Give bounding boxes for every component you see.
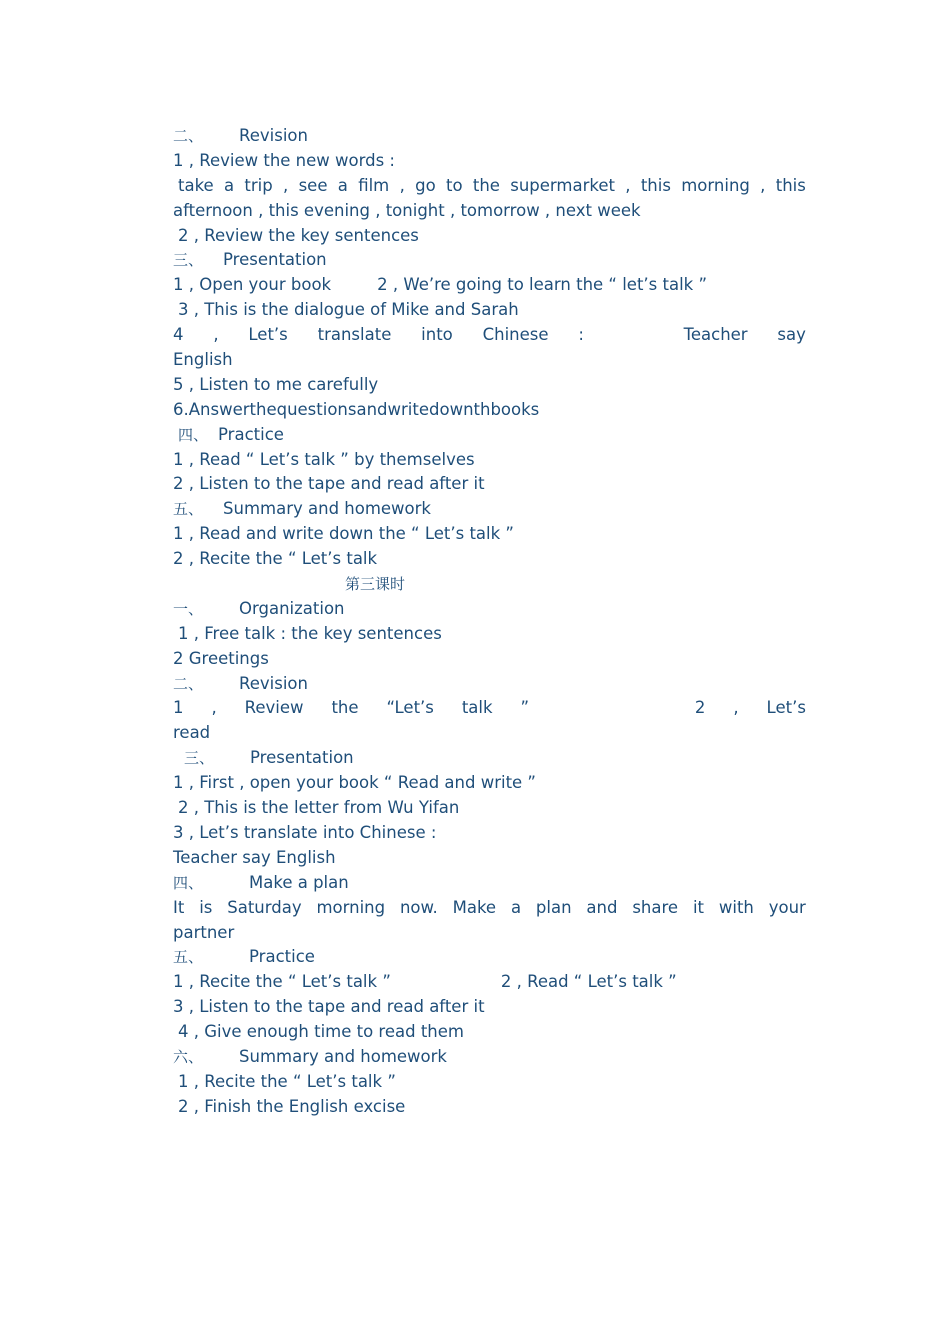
section-title: Practice [218, 424, 284, 444]
section-number: 四、 [173, 873, 204, 892]
plan-text-line-1: It is Saturday morning now. Make a plan and share it with your [173, 897, 806, 917]
revision-heading-2 [173, 672, 806, 697]
organization-item-2: 2 Greetings [173, 648, 269, 668]
revision-item-1: 1 , Review the new words : [173, 150, 395, 170]
section-title: Revision [239, 673, 308, 693]
presentation-item-5: 5 , Listen to me carefully [173, 374, 379, 394]
section-title: Organization [239, 598, 345, 618]
presentation-item-4-tail: English [173, 350, 233, 370]
organization-item-1: 1 , Free talk : the key sentences [178, 623, 442, 643]
presentation-items-1-2: 1 , Open your book 2 , We’re going to learn the “ let’s talk ” [173, 275, 708, 295]
section-title: Presentation [250, 748, 354, 768]
practice-2-item-4: 4 , Give enough time to read them [178, 1022, 464, 1042]
section-number: 三、 [184, 749, 215, 768]
section-title: Make a plan [249, 872, 349, 892]
section-number: 二、 [173, 674, 204, 693]
section-title: Summary and homework [223, 499, 431, 519]
section-number: 二、 [173, 127, 204, 145]
practice-heading [173, 423, 806, 448]
revision-heading [173, 124, 806, 149]
summary-2-item-2: 2 , Finish the English excise [178, 1096, 406, 1116]
presentation-2-item-3: 3 , Let’s translate into Chinese : [173, 822, 437, 842]
practice-item-2: 2 , Listen to the tape and read after it [173, 474, 485, 494]
summary-heading [173, 497, 806, 522]
lesson-plan-body [173, 124, 806, 1120]
revision-words-line-2: afternoon , this evening , tonight , tomorrow , next week [173, 200, 641, 220]
section-number: 六、 [173, 1047, 204, 1066]
presentation-item-6: 6.Answerthequestionsandwritedownthbooks [173, 399, 540, 419]
presentation-item-3: 3 , This is the dialogue of Mike and Sarah [178, 300, 519, 320]
section-number: 三、 [173, 251, 204, 270]
practice-2-items-1-2: 1 , Recite the “ Let’s talk ” 2 , Read “ Let’s talk ” [173, 972, 677, 992]
organization-heading [173, 597, 806, 622]
section-title: Practice [249, 947, 315, 967]
section-number: 五、 [173, 948, 204, 967]
summary-item-1: 1 , Read and write down the “ Let’s talk ” [173, 524, 514, 544]
summary-item-2: 2 , Recite the “ Let’s talk [173, 549, 378, 569]
plan-text-line-2: partner [173, 922, 235, 942]
practice-2-item-3: 3 , Listen to the tape and read after it [173, 997, 485, 1017]
presentation-heading-2 [173, 746, 806, 771]
practice-item-1: 1 , Read “ Let’s talk ” by themselves [173, 449, 475, 469]
presentation-heading [173, 248, 806, 273]
plan-heading [173, 871, 806, 896]
revision-items-tail: read [173, 723, 211, 743]
revision-words-line-1: take a trip , see a film , go to the supermarket , this morning , this [178, 175, 806, 195]
section-title: Summary and homework [239, 1046, 447, 1066]
lesson-title: 第三课时 [345, 575, 406, 594]
section-number: 四、 [178, 425, 209, 444]
summary-heading-2 [173, 1045, 806, 1070]
revision-item-2: 2 , Review the key sentences [178, 225, 419, 245]
presentation-2-item-2: 2 , This is the letter from Wu Yifan [178, 798, 460, 818]
presentation-item-4: 4 , Let’s translate into Chinese : Teacher say [173, 325, 806, 345]
practice-heading-2 [173, 945, 806, 970]
section-title: Revision [239, 126, 308, 145]
section-number: 一、 [173, 599, 204, 618]
summary-2-item-1: 1 , Recite the “ Let’s talk ” [178, 1071, 396, 1091]
presentation-2-item-1: 1 , First , open your book “ Read and write ” [173, 773, 536, 793]
section-number: 五、 [173, 500, 204, 519]
presentation-2-item-4: Teacher say English [173, 847, 336, 867]
section-title: Presentation [223, 250, 327, 270]
revision-items-line: 1 , Review the “Let’s talk ” 2 , Let’s [173, 698, 806, 718]
